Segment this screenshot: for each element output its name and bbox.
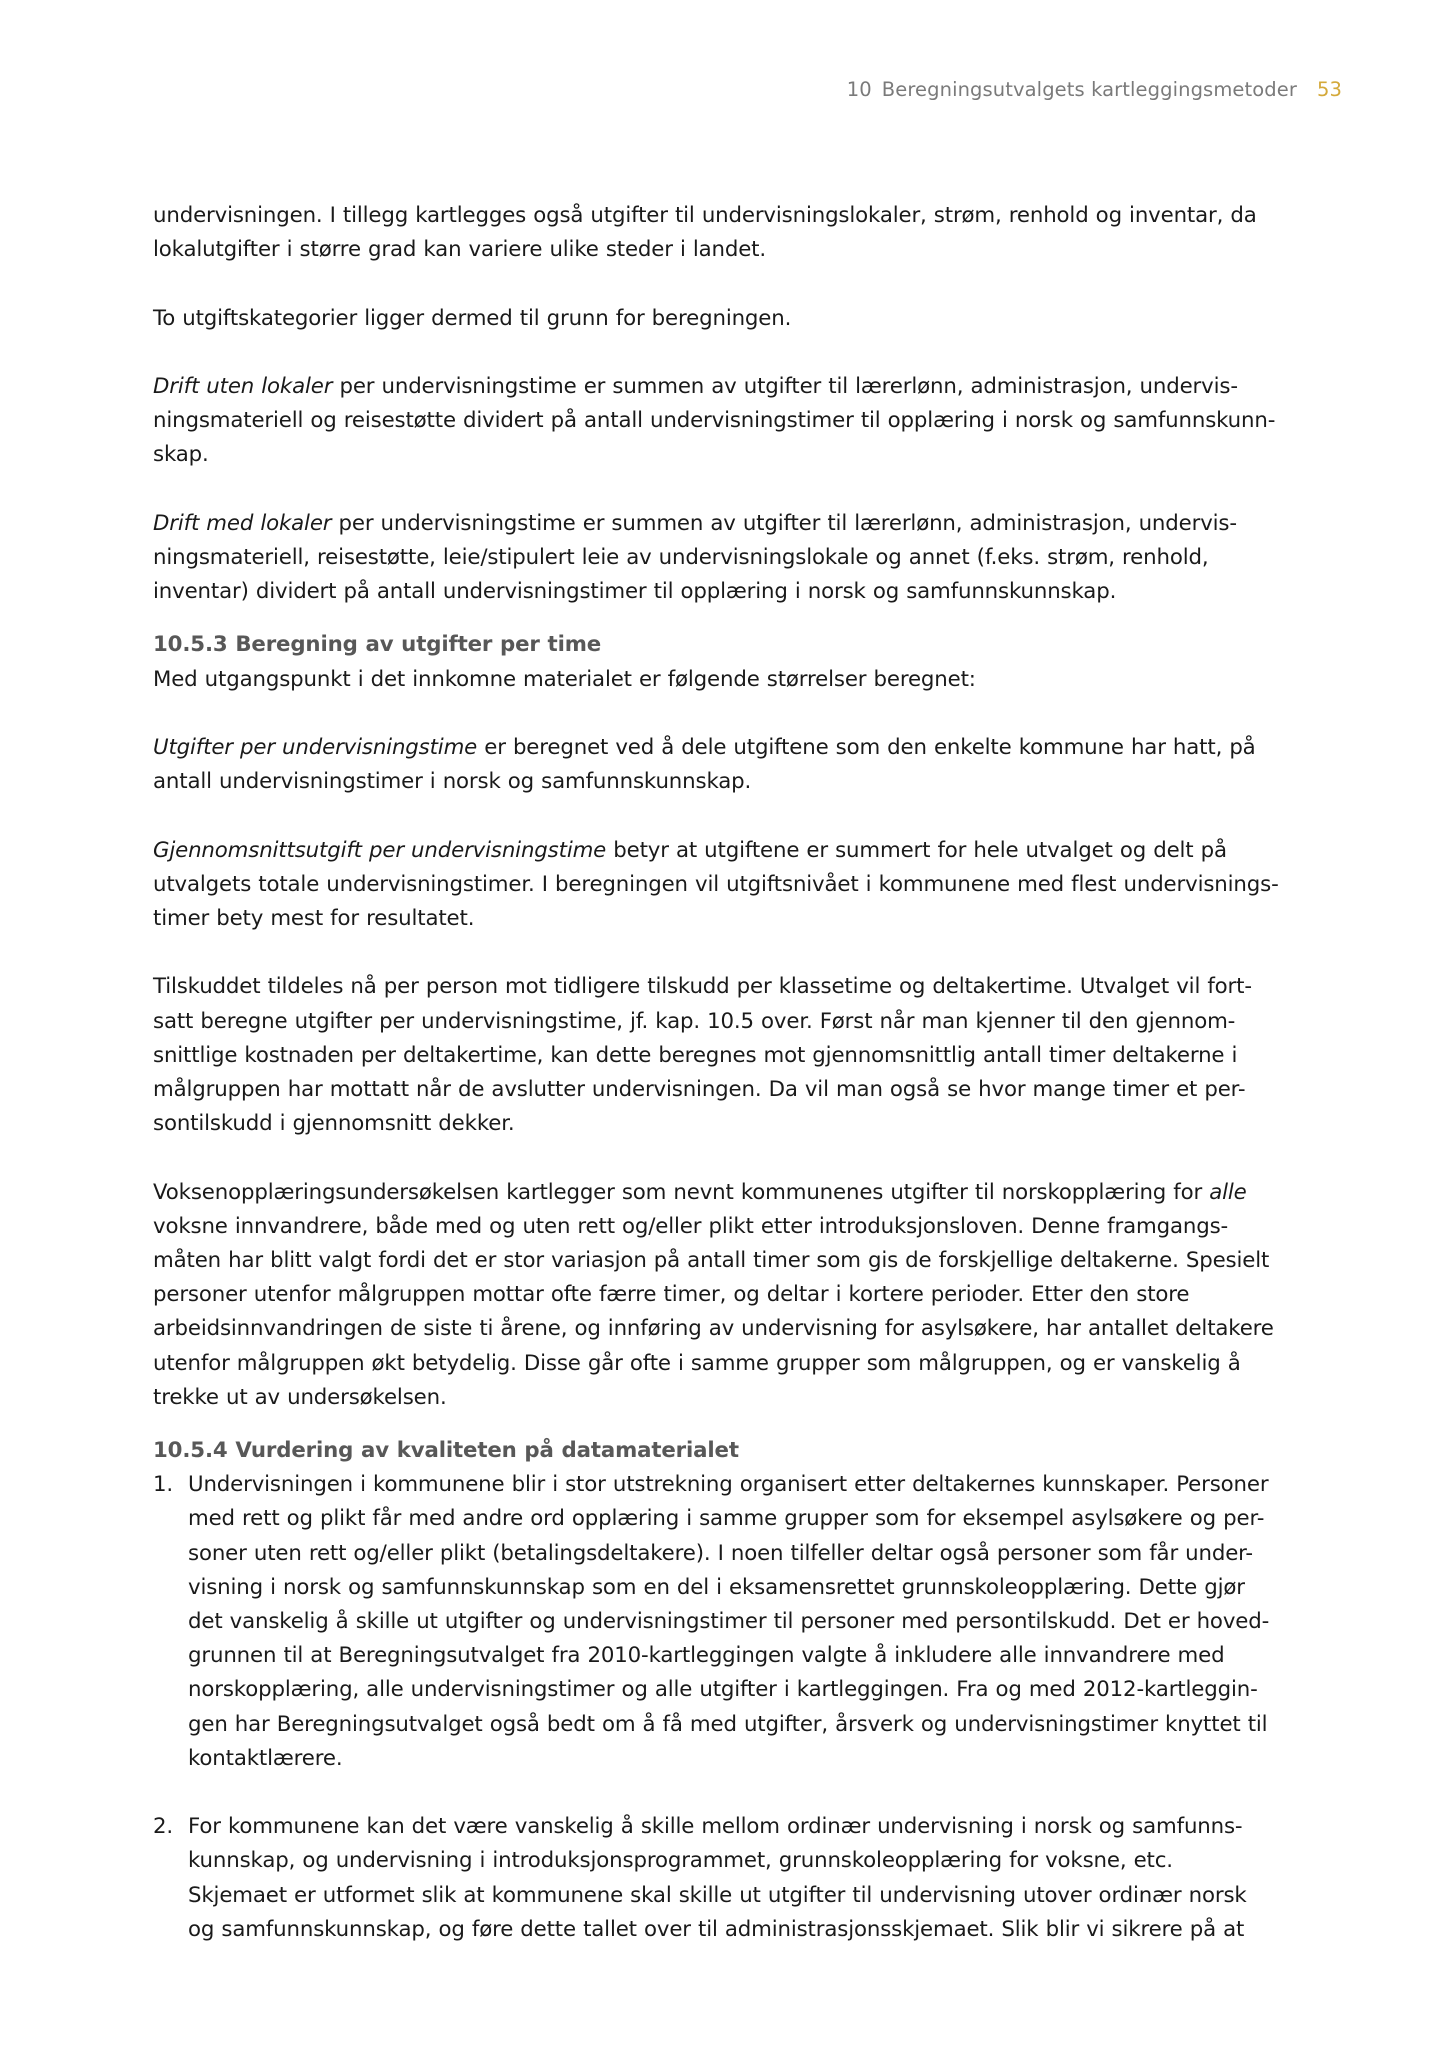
text-line: skap.: [153, 442, 209, 468]
text-line: undervisningen. I tillegg kartlegges også utgifter til undervisningslokaler, strøm, renhold og inventar, da: [153, 203, 1257, 228]
text-line: trekke ut av undersøkelsen.: [153, 1384, 447, 1410]
text-line: per undervisningstime er summen av utgifter til lærerlønn, administrasjon, undervis-: [332, 373, 1238, 399]
text-line: målgruppen har mottatt når de avslutter undervisningen. Da vil man også se hvor mange timer et per-: [153, 1076, 1246, 1102]
text-line: ningsmateriell, reisestøtte, leie/stipulert leie av undervisningslokale og annet (f.eks. strøm, renhold,: [153, 544, 1209, 570]
categories-intro: To utgiftskategorier ligger dermed til grunn for beregningen.: [153, 305, 792, 331]
text-line: gen har Beregningsutvalget også bedt om å få med utgifter, årsverk og undervisningstimer knyttet til: [188, 1711, 1268, 1737]
utgifter-per-time-paragraph: [153, 731, 1343, 799]
text-line: det vanskelig å skille ut utgifter og undervisningstimer til personer med persontilskudd. Det er hoved-: [188, 1609, 1270, 1635]
list-item-number: 1.: [153, 1472, 174, 1498]
text-line: sontilskudd i gjennomsnitt dekker.: [153, 1111, 515, 1137]
running-header: [847, 78, 1342, 101]
chapter-number: 10: [846, 78, 872, 101]
term-drift-uten-lokaler: Drift uten lokaler: [153, 373, 333, 399]
text-line: Undervisningen i kommunene blir i stor utstrekning organisert etter deltakernes kunnskaper. Personer: [188, 1472, 1269, 1498]
text-line: Tilskuddet tildeles nå per person mot tidligere tilskudd per klassetime og deltakertime. Utvalget vil fort-: [153, 974, 1252, 1000]
gjennomsnitt-paragraph: [153, 834, 1343, 937]
emphasis-alle: alle: [1209, 1179, 1247, 1205]
text-line: grunnen til at Beregningsutvalget fra 2010-kartleggingen valgte å inkludere alle innvandrere med: [188, 1643, 1225, 1669]
text-line: Voksenopplæringsundersøkelsen kartlegger som nevnt kommunenes utgifter til norskopplæring for: [153, 1179, 1210, 1205]
drift-uten-lokaler-paragraph: [153, 370, 1343, 473]
text-line: kontaktlærere.: [188, 1745, 343, 1771]
text-line: antall undervisningstimer i norsk og samfunnskunnskap.: [153, 769, 752, 795]
list-item: [153, 1810, 1343, 1947]
list-item: [153, 1468, 1343, 1776]
text-line: timer bety mest for resultatet.: [153, 905, 475, 931]
page-body: [153, 199, 1343, 1981]
drift-med-lokaler-paragraph: [153, 507, 1343, 610]
text-line: inventar) dividert på antall undervisningstimer til opplæring i norsk og samfunnskunnskap.: [153, 579, 1117, 605]
text-line: betyr at utgiftene er summert for hele utvalget og delt på: [606, 837, 1227, 863]
text-line: med rett og plikt får med andre ord opplæring i samme grupper som for eksempel asylsøkere og per-: [188, 1506, 1265, 1532]
text-line: og samfunnskunnskap, og føre dette tallet over til administrasjonsskjemaet. Slik blir vi sikrere på at: [188, 1916, 1245, 1942]
section-1053-intro: Med utgangspunkt i det innkomne materialet er følgende størrelser beregnet:: [153, 666, 976, 692]
voksenopplaering-paragraph: [153, 1176, 1343, 1415]
chapter-title: Beregningsutvalgets kartleggingsmetoder: [881, 78, 1297, 101]
tilskudd-paragraph: [153, 970, 1343, 1141]
text-line: lokalutgifter i større grad kan variere ulike steder i landet.: [153, 237, 767, 263]
text-line: kunnskap, og undervisning i introduksjonsprogrammet, grunnskoleopplæring for voksne, etc.: [188, 1848, 1173, 1874]
term-gjennomsnittsutgift: Gjennomsnittsutgift per undervisningstime: [153, 837, 607, 863]
text-line: For kommunene kan det være vanskelig å skille mellom ordinær undervisning i norsk og samfunns-: [188, 1814, 1243, 1840]
text-line: måten har blitt valgt fordi det er stor variasjon på antall timer som gis de forskjellige deltakerne. Spesielt: [153, 1247, 1270, 1273]
term-drift-med-lokaler: Drift med lokaler: [153, 510, 332, 536]
text-line: visning i norsk og samfunnskunnskap som en del i eksamensrettet grunnskoleopplæring. Dette gjør: [188, 1574, 1245, 1600]
text-line: utenfor målgruppen økt betydelig. Disse går ofte i samme grupper som målgruppen, og er vanskelig å: [153, 1350, 1241, 1376]
text-line: per undervisningstime er summen av utgifter til lærerlønn, administrasjon, undervis-: [331, 510, 1237, 536]
quality-assessment-list: [153, 1468, 1343, 1947]
text-line: Skjemaet er utformet slik at kommunene skal skille ut utgifter til undervisning utover ordinær norsk: [188, 1882, 1247, 1908]
intro-paragraph: [153, 199, 1343, 267]
section-heading-10-5-3: 10.5.3 Beregning av utgifter per time: [153, 632, 602, 658]
text-line: er beregnet ved å dele utgiftene som den enkelte kommune har hatt, på: [477, 734, 1256, 760]
page-number: 53: [1316, 78, 1342, 101]
text-line: utvalgets totale undervisningstimer. I beregningen vil utgiftsnivået i kommunene med flest undervisnings-: [153, 871, 1279, 897]
text-line: arbeidsinnvandringen de siste ti årene, og innføring av undervisning for asylsøkere, har antallet deltakere: [153, 1316, 1274, 1342]
text-line: satt beregne utgifter per undervisningstime, jf. kap. 10.5 over. Først når man kjenner til den gjennom-: [153, 1008, 1236, 1034]
term-utgifter-per-undervisningstime: Utgifter per undervisningstime: [153, 734, 478, 760]
text-line: norskopplæring, alle undervisningstimer og alle utgifter i kartleggingen. Fra og med 2012-kartleggin-: [188, 1677, 1258, 1703]
text-line: soner uten rett og/eller plikt (betalingsdeltakere). I noen tilfeller deltar også personer som får under-: [188, 1540, 1253, 1566]
section-heading-10-5-4: 10.5.4 Vurdering av kvaliteten på datamaterialet: [153, 1438, 739, 1463]
text-line: voksne innvandrere, både med og uten rett og/eller plikt etter introduksjonsloven. Denne framgangs-: [153, 1213, 1229, 1239]
text-line: personer utenfor målgruppen mottar ofte færre timer, og deltar i kortere perioder. Etter den store: [153, 1282, 1190, 1308]
text-line: snittlige kostnaden per deltakertime, kan dette beregnes mot gjennomsnittlig antall timer deltakerne i: [153, 1042, 1238, 1068]
list-item-number: 2.: [153, 1814, 174, 1840]
text-line: ningsmateriell og reisestøtte dividert på antall undervisningstimer til opplæring i norsk og samfunnskunn-: [153, 408, 1276, 434]
